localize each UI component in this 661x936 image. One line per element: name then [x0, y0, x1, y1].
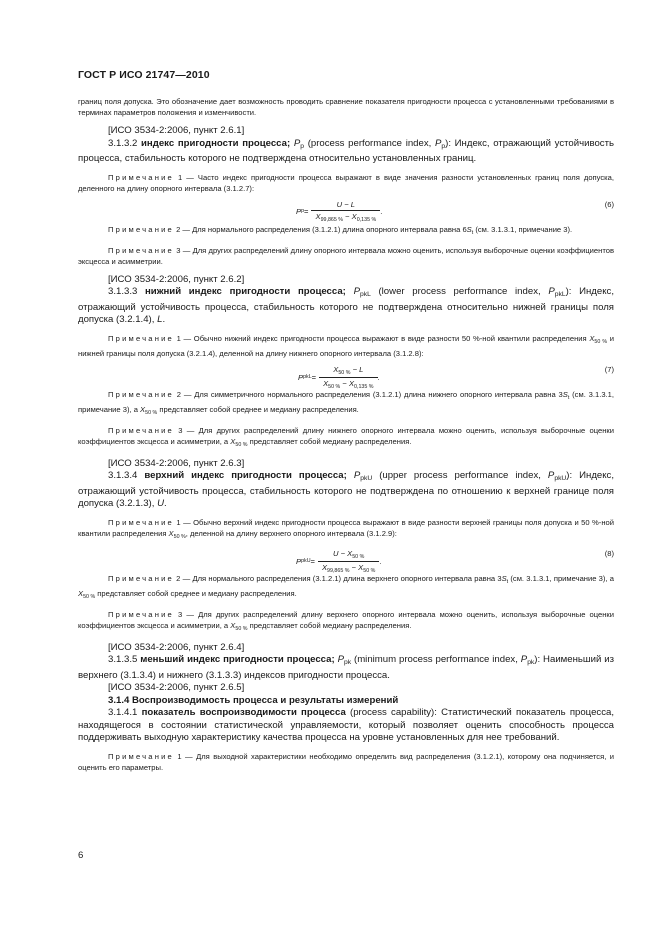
reference-4: [ИСО 3534-2:2006, пункт 2.6.4] [108, 641, 245, 653]
formula-6: P p = $\frac{U - L}{X_{99,865 \%} - X_{0,135 \%}}$ . (6) [296, 199, 614, 223]
reference-3: [ИСО 3534-2:2006, пункт 2.6.3] [108, 457, 245, 469]
reference-2: [ИСО 3534-2:2006, пункт 2.6.2] [108, 273, 245, 285]
note-3-1-3-3-1: Примечание 1 — Обычно нижний индекс пригодности процесса выражают в виде разности 50 %-ной квантили распределения $X_{50 \%}$ и нижней границы поля допуска (3.2.1.4), деленной на длину нижнего опорного интервала (3.1.2.8): [78, 333, 615, 358]
term-process-capability: показатель воспроизводимости процесса [141, 707, 346, 718]
formula-8: P pkU = $\frac{U - X_{50 \%}}{X_{99,865 \%} - X_{50 \%}}$ . (8) [296, 548, 614, 574]
term-upper-process-performance-index: верхний индекс пригодности процесса; [144, 470, 347, 481]
term-lower-process-performance-index: нижний индекс пригодности процесса; [145, 286, 346, 297]
note-3-1-3-4-2: Примечание 2 — Для нормального распределения (3.1.2.1) длина верхнего опорного интервала равна $3S_t$ (см. 3.1.3.1, примечание 3), а $X_{50 \%}$ представляет собой среднее и медиану распределения. [78, 573, 614, 600]
term-minimum-process-performance-index: меньший индекс пригодности процесса; [140, 654, 335, 665]
paragraph-continuation: границ поля допуска. Это обозначение дает возможность проводить сравнение показателя пригодности процесса с установленными требованиями в терминах параметров положения и изменчивости. [78, 97, 614, 117]
note-3-1-3-2-2: Примечание 2 — Для нормального распределения (3.1.2.1) длина опорного интервала равна $6S_t$ (см. 3.1.3.1, примечание 3). [108, 224, 573, 236]
definition-3-1-3-4: 3.1.3.4 верхний индекс пригодности процесса; $P_{pkU}$ (upper process performance index, $P_{pkU}$): Индекс, отражающий устойчивость процесса, стабильность которого не подтверждена по отношению к верхней границе поля допуска (3.2.1.3), U. [78, 470, 615, 509]
section-heading-3-1-4: 3.1.4 Воспроизводимость процесса и результаты измерений [108, 694, 399, 706]
definition-3-1-3-3: 3.1.3.3 нижний индекс пригодности процесса; $P_{pkL}$ (lower process performance index, $P_{pkL}$): Индекс, отражающий устойчивость процесса, стабильность которого не подтверждена относительно нижней границы поля допуска (3.2.1.4), L. [78, 286, 615, 325]
formula-number-8: (8) [604, 548, 614, 558]
note-3-1-3-2-3: Примечание 3 — Для других распределений длину опорного интервала можно оценить, используя выборочные оценки коэффициентов эксцесса и асимметрии. [78, 245, 614, 266]
note-3-1-3-3-2: Примечание 2 — Для симметричного нормального распределения (3.1.2.1) длина нижнего опорного интервала равна $3S_t$ (см. 3.1.3.1, примечание 3), а $X_{50 \%}$ представляет собой среднее и медиану распределения. [78, 389, 614, 416]
note-3-1-4-1-1: Примечание 1 — Для выходной характеристики необходимо определить вид распределения (3.1.2.1), которому она подчиняется, и оценить его параметры. [78, 751, 614, 772]
definition-3-1-4-1: 3.1.4.1 показатель воспроизводимости процесса (process capability): Статистический показатель процесса, находящегося в состоянии статистической управляемости, который позволяет оценить способность процесса поддерживать выходную характеристику качества процесса на уровне установленных для нее требований. [78, 707, 614, 743]
note-3-1-3-3-3: Примечание 3 — Для других распределений длину нижнего опорного интервала можно оценить, используя выборочные оценки коэффициентов эксцесса и асимметрии, а $X_{50 \%}$ представляет собой медиану распределения. [78, 425, 614, 448]
note-3-1-3-2-1: Примечание 1 — Часто индекс пригодности процесса выражают в виде значения разности установленных границ поля допуска, деленного на длину опорного интервала (3.1.2.7): [78, 172, 614, 193]
formula-number-6: (6) [604, 199, 614, 209]
formula-number-7: (7) [604, 364, 614, 374]
page-content [78, 96, 614, 773]
definition-3-1-3-2: 3.1.3.2 индекс пригодности процесса; $P_p$ (process performance index, $P_p$): Индекс, отражающий устойчивость процесса, стабильность которого не подтверждена относительно установленных границ. [78, 137, 614, 164]
reference-5: [ИСО 3534-2:2006, пункт 2.6.5] [108, 682, 245, 693]
page-header-title: ГОСТ Р ИСО 21747—2010 [78, 69, 210, 81]
reference-1: [ИСО 3534-2:2006, пункт 2.6.1] [108, 125, 245, 136]
note-3-1-3-4-1: Примечание 1 — Обычно верхний индекс пригодности процесса выражают в виде разности верхней границы поля допуска и 50 %-ной квантили распределения $X_{50 \%}$, деленной на длину верхнего опорного интервала (3.1.2.9): [78, 517, 614, 540]
formula-7: P pkL = $\frac{X_{50 \%} - L}{X_{50 \%} - X_{0,135 \%}}$ . (7) [298, 364, 614, 390]
note-3-1-3-4-3: Примечание 3 — Для других распределений длину верхнего опорного интервала можно оценить, используя выборочные оценки коэффициентов эксцесса и асимметрии, а $X_{50 \%}$ представляет собой медиану распределения. [78, 609, 614, 632]
definition-3-1-3-5: 3.1.3.5 меньший индекс пригодности процесса; $P_{pk}$ (minimum process performance index, $P_{pk}$): Наименьший из верхнего (3.1.3.4) и нижнего (3.1.3.3) индексов пригодности процесса. [78, 654, 614, 681]
page-number: 6 [78, 850, 84, 861]
term-process-performance-index: индекс пригодности процесса; [141, 137, 291, 149]
